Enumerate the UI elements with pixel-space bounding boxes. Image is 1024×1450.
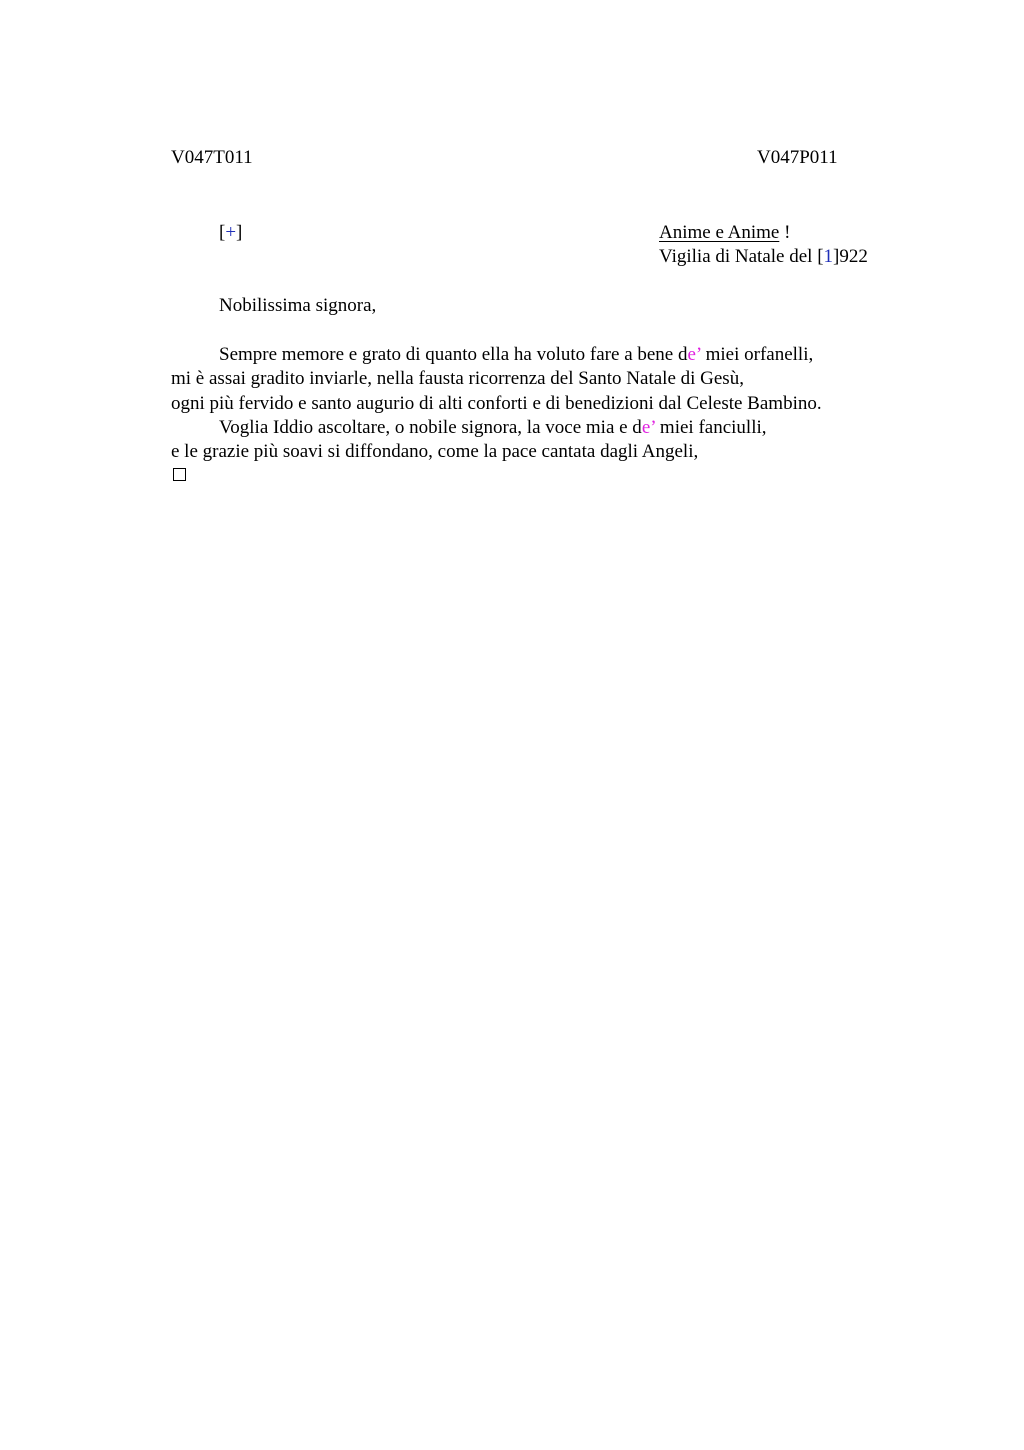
line1-text-b: miei orfanelli, bbox=[700, 344, 814, 365]
cross-symbol: + bbox=[225, 222, 237, 243]
line1-editorial-mark: e’ bbox=[687, 344, 701, 365]
date-bracket-digit: 1 bbox=[823, 246, 834, 267]
marker-bracket-open: [ bbox=[219, 222, 226, 243]
date-bracket-close: ] bbox=[833, 246, 840, 267]
end-marker-box bbox=[173, 468, 186, 481]
line1-text-a: Sempre memore e grato di quanto ella ha voluto fare a bene d bbox=[219, 344, 688, 365]
cross-marker bbox=[219, 221, 242, 245]
document-code-right: V047P011 bbox=[757, 147, 838, 168]
date-prefix: Vigilia di Natale del bbox=[659, 246, 818, 267]
date-suffix: 922 bbox=[839, 246, 868, 267]
line4-editorial-mark: e’ bbox=[641, 417, 656, 438]
letter-line-2: mi è assai gradito inviarle, nella fausta ricorrenza del Santo Natale di Gesù, bbox=[171, 368, 744, 389]
letterhead-exclamation: ! bbox=[779, 222, 791, 243]
letterhead-title-text: Anime e Anime bbox=[659, 222, 780, 243]
letter-line-1 bbox=[219, 343, 813, 367]
line4-text-a: Voglia Iddio ascoltare, o nobile signora, la voce mia e d bbox=[219, 417, 642, 438]
letter-line-3: ogni più fervido e santo augurio di alti conforti e di benedizioni dal Celeste Bambino. bbox=[171, 393, 822, 414]
line4-text-b: miei fanciulli, bbox=[655, 417, 767, 438]
document-code-left: V047T011 bbox=[171, 147, 253, 168]
letter-date bbox=[659, 245, 868, 269]
date-bracket-open: [ bbox=[817, 246, 824, 267]
letterhead-title bbox=[659, 221, 790, 245]
salutation: Nobilissima signora, bbox=[219, 295, 377, 316]
marker-bracket-close: ] bbox=[236, 222, 243, 243]
letter-line-5: e le grazie più soavi si diffondano, come la pace cantata dagli Angeli, bbox=[171, 441, 699, 462]
letter-line-4 bbox=[219, 416, 767, 440]
